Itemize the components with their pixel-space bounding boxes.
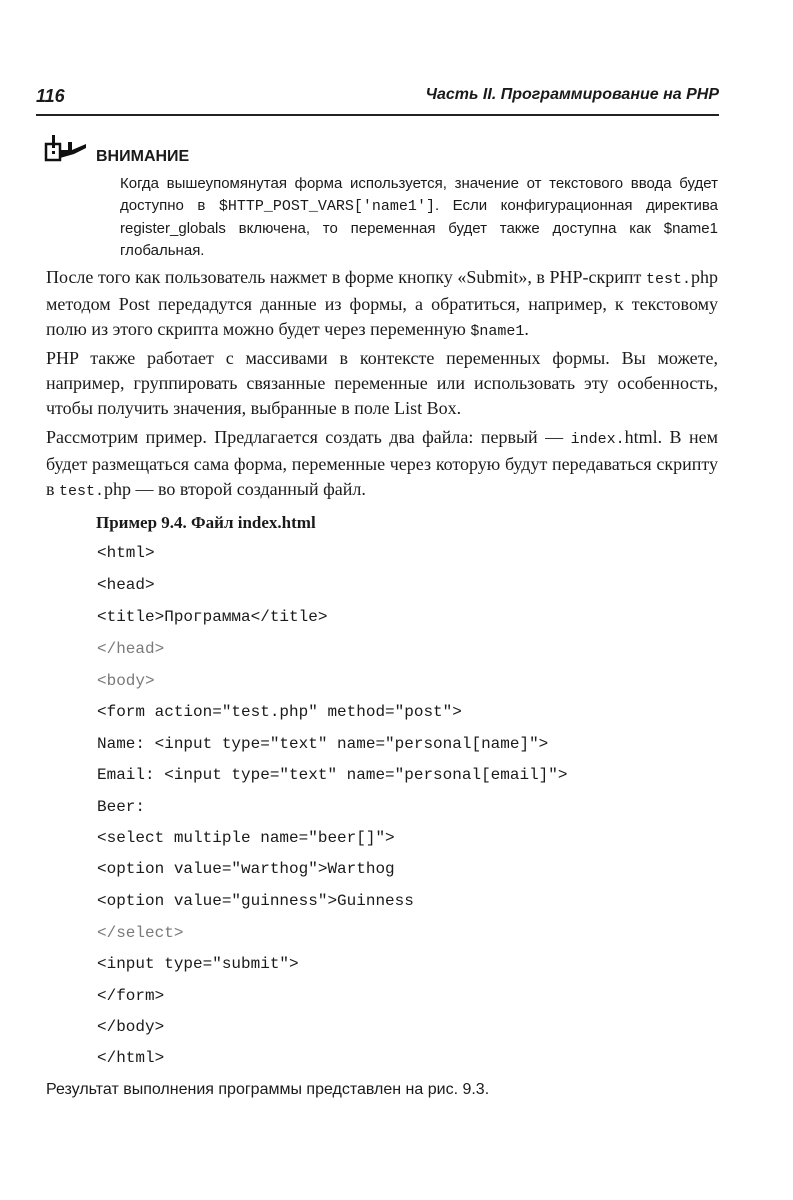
code-line: <select multiple name="beer[]"> <box>97 829 395 847</box>
code-line: </select> <box>97 924 184 942</box>
code-line: Email: <input type="text" name="personal[email]"> <box>97 766 568 784</box>
file-name-code: test. <box>59 483 105 500</box>
hand-exclamation-icon <box>44 132 90 164</box>
paragraph-1: После того как пользователь нажмет в форме кнопку «Submit», в PHP-скрипт test.php методом Post передадутся данные из формы, а обратиться, например, к текстовому полю из этого скрипта можно будет через переменную $name1. <box>46 267 718 340</box>
variable-code: $name1 <box>470 323 525 340</box>
code-line: Name: <input type="text" name="personal[name]"> <box>97 735 549 753</box>
example-title: Пример 9.4. Файл index.html <box>96 513 316 532</box>
file-name-code: test. <box>645 271 691 288</box>
code-line: </body> <box>97 1018 165 1036</box>
post-vars-code: $HTTP_POST_VARS['name1'] <box>218 198 435 215</box>
warning-title: ВНИМАНИЕ <box>96 148 190 165</box>
code-line: <body> <box>97 672 155 690</box>
header-rule <box>36 114 719 116</box>
file-name-code: index. <box>570 431 625 448</box>
code-line: </form> <box>97 987 165 1005</box>
paragraph-3: Рассмотрим пример. Предлагается создать два файла: первый — index.html. В нем будет размещаться сама форма, переменные через которую будут передаваться скрипту в test.php — во второй созданный файл. <box>46 427 718 500</box>
code-line: </html> <box>97 1049 165 1067</box>
code-line: <option value="guinness">Guinness <box>97 892 414 910</box>
code-line: <html> <box>97 544 155 562</box>
page-header <box>36 86 719 110</box>
running-title: Часть II. Программирование на PHP <box>425 86 719 103</box>
page-number: 116 <box>36 86 65 106</box>
warning-body: Когда вышеупомянутая форма используется, значение от текстового ввода будет доступно в $HTTP_POST_VARS['name1']. Если конфигурационная директива register_globals включена, то переменная будет также доступна как $name1 глобальная. <box>120 175 718 259</box>
code-line: <head> <box>97 576 155 594</box>
code-line: <input type="submit"> <box>97 955 299 973</box>
code-line: </head> <box>97 640 165 658</box>
code-line: <title>Программа</title> <box>97 608 328 626</box>
code-line: <option value="warthog">Warthog <box>97 860 395 878</box>
result-text: Результат выполнения программы представлен на рис. 9.3. <box>46 1081 490 1098</box>
code-line: Beer: <box>97 798 146 816</box>
code-line: <form action="test.php" method="post"> <box>97 703 462 721</box>
paragraph-2: PHP также работает с массивами в контексте переменных формы. Вы можете, например, группировать связанные переменные или использовать эту особенность, чтобы получить значения, выбранные в поле List Box. <box>46 348 718 418</box>
